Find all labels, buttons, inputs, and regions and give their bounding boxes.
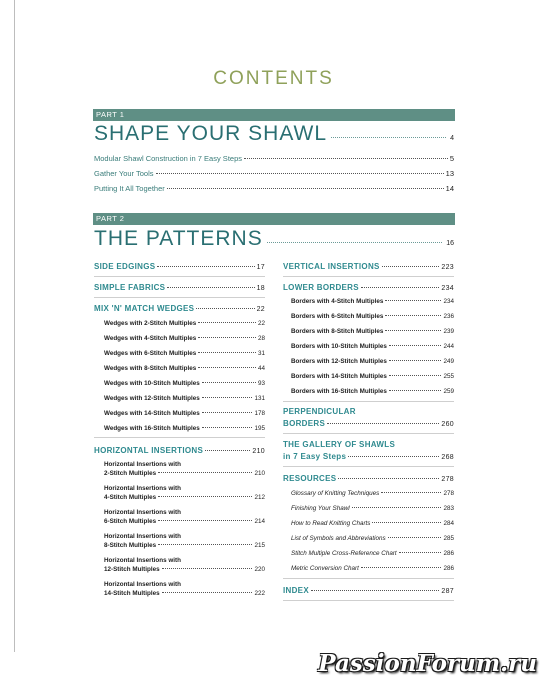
leader-dots: [158, 520, 252, 521]
leader-dots: [389, 345, 442, 346]
leader-dots: [158, 496, 252, 497]
subentry-title: Borders with 16-Stitch Multiples: [291, 388, 387, 395]
leader-dots: [361, 287, 440, 288]
subentry-line: Horizontal Insertions with: [104, 509, 181, 516]
page-number: 223: [441, 264, 454, 271]
toc-section-perpendicular[interactable]: [283, 419, 454, 428]
toc-subentry[interactable]: [291, 343, 454, 350]
subentry-title: Wedges with 14-Stitch Multiples: [104, 410, 200, 417]
page-number: 260: [441, 421, 454, 428]
subentry-title: Borders with 10-Stitch Multiples: [291, 343, 387, 350]
leader-dots: [157, 266, 254, 267]
toc-section-vertical[interactable]: [283, 262, 454, 271]
page-number: 16: [446, 240, 454, 247]
leader-dots: [382, 266, 440, 267]
toc-subentry[interactable]: [291, 298, 454, 305]
toc-subentry[interactable]: [104, 590, 265, 597]
toc-subentry[interactable]: [104, 335, 265, 342]
subentry-title: Wedges with 16-Stitch Multiples: [104, 425, 200, 432]
leader-dots: [198, 352, 256, 353]
page-number: 195: [254, 425, 265, 432]
subentry-title: Wedges with 2-Stitch Multiples: [104, 320, 197, 327]
toc-subentry[interactable]: [291, 388, 454, 395]
page-number: 13: [445, 169, 454, 178]
subentry-title: 14-Stitch Multiples: [104, 590, 160, 597]
section-title: in 7 Easy Steps: [283, 452, 347, 461]
subentry-line: Horizontal Insertions with: [104, 461, 181, 468]
section-divider: [283, 433, 454, 434]
page-number: 244: [443, 343, 454, 350]
section-title: VERTICAL INSERTIONS: [283, 262, 380, 271]
part-1-band: [93, 109, 455, 121]
page-number: 283: [443, 505, 454, 512]
toc-entry-title: Gather Your Tools: [94, 169, 154, 178]
leader-dots: [202, 382, 256, 383]
toc-entry[interactable]: [94, 184, 454, 193]
toc-subentry[interactable]: [291, 490, 454, 497]
page-number: 178: [254, 410, 265, 417]
toc-subentry[interactable]: [104, 566, 265, 573]
part-1-heading[interactable]: [94, 122, 454, 146]
leader-dots: [202, 412, 253, 413]
subentry-title: Borders with 14-Stitch Multiples: [291, 373, 387, 380]
toc-subentry[interactable]: [291, 550, 454, 557]
section-title: INDEX: [283, 586, 309, 595]
section-title: LOWER BORDERS: [283, 283, 359, 292]
page-number: 14: [445, 184, 454, 193]
section-divider: [283, 466, 454, 467]
leader-dots: [198, 337, 256, 338]
subentry-title: 12-Stitch Multiples: [104, 566, 160, 573]
page-number: 286: [443, 550, 454, 557]
subentry-title: Stitch Multiple Cross-Reference Chart: [291, 550, 397, 557]
subentry-title: 2-Stitch Multiples: [104, 470, 157, 477]
toc-entry[interactable]: [94, 169, 454, 178]
section-title-line: PERPENDICULAR: [283, 407, 356, 416]
page-number: 249: [443, 358, 454, 365]
section-divider: [94, 437, 265, 438]
leader-dots: [162, 568, 253, 569]
page-number: 236: [443, 313, 454, 320]
subentry-title: Borders with 8-Stitch Multiples: [291, 328, 384, 335]
leader-dots: [202, 427, 253, 428]
page-number: 131: [254, 395, 265, 402]
toc-subentry[interactable]: [104, 365, 265, 372]
leader-dots: [338, 478, 439, 479]
section-title-line: THE GALLERY OF SHAWLS: [283, 440, 396, 449]
section-title: HORIZONTAL INSERTIONS: [94, 446, 204, 455]
page-number: 17: [256, 264, 265, 271]
leader-dots: [361, 567, 442, 568]
page-number: 255: [443, 373, 454, 380]
leader-dots: [198, 367, 256, 368]
toc-subentry[interactable]: [291, 328, 454, 335]
toc-subentry[interactable]: [104, 320, 265, 327]
page-edge-rule: [14, 0, 15, 652]
toc-section-index[interactable]: [283, 586, 454, 595]
toc-subentry[interactable]: [291, 565, 454, 572]
leader-dots: [381, 492, 441, 493]
section-title: SIDE EDGINGS: [94, 262, 156, 271]
page-number: 287: [441, 588, 454, 595]
page-number: 285: [443, 535, 454, 542]
page-number: 22: [257, 320, 265, 327]
leader-dots: [198, 322, 256, 323]
page-number: 215: [254, 542, 265, 549]
subentry-title: Finishing Your Shawl: [291, 505, 350, 512]
subentry-title: Wedges with 4-Stitch Multiples: [104, 335, 197, 342]
section-title: BORDERS: [283, 419, 326, 428]
part-2-band: [93, 213, 455, 225]
leader-dots: [331, 137, 446, 138]
subentry-title: 6-Stitch Multiples: [104, 518, 157, 525]
part-1-label: PART 1: [96, 110, 125, 119]
section-title: MIX 'N' MATCH WEDGES: [94, 304, 195, 313]
subentry-title: Wedges with 10-Stitch Multiples: [104, 380, 200, 387]
part-2-heading[interactable]: [94, 227, 454, 251]
page-number: 4: [450, 135, 454, 142]
toc-section-horizontal[interactable]: [94, 446, 265, 455]
leader-dots: [158, 544, 252, 545]
page-number: 212: [254, 494, 265, 501]
watermark-logo: PassionForum.ru: [318, 650, 537, 677]
subentry-line: Horizontal Insertions with: [104, 581, 181, 588]
subentry-title: 4-Stitch Multiples: [104, 494, 157, 501]
leader-dots: [352, 507, 442, 508]
subentry-title: Metric Conversion Chart: [291, 565, 359, 572]
page-number: 284: [443, 520, 454, 527]
toc-subentry[interactable]: [291, 358, 454, 365]
part-2-heading-text: THE PATTERNS: [94, 227, 263, 250]
page-number: 22: [256, 306, 265, 313]
page-number: 44: [257, 365, 265, 372]
subentry-line: Horizontal Insertions with: [104, 557, 181, 564]
toc-subentry[interactable]: [291, 373, 454, 380]
leader-dots: [385, 300, 441, 301]
toc-subentry[interactable]: [291, 313, 454, 320]
page-number: 268: [441, 454, 454, 461]
leader-dots: [389, 375, 442, 376]
toc-subentry[interactable]: [104, 380, 265, 387]
toc-subentry[interactable]: [104, 410, 265, 417]
subentry-title: Wedges with 6-Stitch Multiples: [104, 350, 197, 357]
part-1-heading-text: SHAPE YOUR SHAWL: [94, 122, 328, 145]
leader-dots: [196, 308, 254, 309]
leader-dots: [385, 315, 441, 316]
toc-subentry[interactable]: [104, 470, 265, 477]
subentry-title: Borders with 6-Stitch Multiples: [291, 313, 384, 320]
toc-section-gallery[interactable]: [283, 452, 454, 461]
leader-dots: [389, 360, 442, 361]
leader-dots: [167, 287, 254, 288]
page-number: 222: [254, 590, 265, 597]
toc-subentry[interactable]: [291, 505, 454, 512]
toc-subentry[interactable]: [291, 520, 454, 527]
toc-entry-title: Modular Shawl Construction in 7 Easy Steps: [94, 154, 242, 163]
page-number: 220: [254, 566, 265, 573]
page-number: 278: [441, 476, 454, 483]
leader-dots: [158, 472, 252, 473]
leader-dots: [162, 592, 253, 593]
toc-subentry[interactable]: [104, 395, 265, 402]
toc-section-side-edgings[interactable]: [94, 262, 265, 271]
page-number: 28: [257, 335, 265, 342]
section-divider: [283, 578, 454, 579]
toc-entry[interactable]: [94, 154, 454, 163]
page-number: 234: [441, 285, 454, 292]
leader-dots: [388, 537, 442, 538]
section-title: SIMPLE FABRICS: [94, 283, 166, 292]
section-divider: [283, 276, 454, 277]
page-number: 31: [257, 350, 265, 357]
toc-section-lower-borders[interactable]: [283, 283, 454, 292]
toc-section-wedges[interactable]: [94, 304, 265, 313]
page-number: 93: [257, 380, 265, 387]
toc-section-resources[interactable]: [283, 474, 454, 483]
toc-entry-title: Putting It All Together: [94, 184, 165, 193]
section-title: RESOURCES: [283, 474, 337, 483]
page-number: 214: [254, 518, 265, 525]
page-number: 5: [449, 154, 454, 163]
toc-subentry[interactable]: [291, 535, 454, 542]
leader-dots: [385, 330, 441, 331]
subentry-title: Borders with 12-Stitch Multiples: [291, 358, 387, 365]
section-divider: [283, 600, 454, 601]
subentry-title: 8-Stitch Multiples: [104, 542, 157, 549]
page-number: 234: [443, 298, 454, 305]
toc-subentry[interactable]: [104, 494, 265, 501]
toc-subentry[interactable]: [104, 542, 265, 549]
subentry-title: Wedges with 12-Stitch Multiples: [104, 395, 200, 402]
section-divider: [283, 401, 454, 402]
leader-dots: [327, 423, 439, 424]
page-number: 18: [256, 285, 265, 292]
page-number: 210: [252, 448, 265, 455]
leader-dots: [399, 552, 442, 553]
page-number: 259: [443, 388, 454, 395]
leader-dots: [205, 450, 250, 451]
leader-dots: [167, 188, 444, 189]
subentry-title: List of Symbols and Abbreviations: [291, 535, 386, 542]
leader-dots: [202, 397, 253, 398]
subentry-line: Horizontal Insertions with: [104, 533, 181, 540]
subentry-title: Wedges with 8-Stitch Multiples: [104, 365, 197, 372]
leader-dots: [244, 158, 448, 159]
subentry-title: Glossary of Knitting Techniques: [291, 490, 380, 497]
page-number: 286: [443, 565, 454, 572]
leader-dots: [156, 173, 444, 174]
leader-dots: [348, 456, 439, 457]
part-2-label: PART 2: [96, 214, 125, 223]
page-number: 210: [254, 470, 265, 477]
leader-dots: [389, 390, 442, 391]
toc-subentry[interactable]: [104, 518, 265, 525]
subentry-title: How to Read Knitting Charts: [291, 520, 371, 527]
leader-dots: [267, 242, 442, 243]
page-number: 278: [443, 490, 454, 497]
toc-section-simple-fabrics[interactable]: [94, 283, 265, 292]
subentry-line: Horizontal Insertions with: [104, 485, 181, 492]
toc-subentry[interactable]: [104, 425, 265, 432]
leader-dots: [372, 522, 441, 523]
subentry-title: Borders with 4-Stitch Multiples: [291, 298, 384, 305]
section-divider: [94, 276, 265, 277]
section-divider: [94, 297, 265, 298]
leader-dots: [311, 590, 439, 591]
page-title: CONTENTS: [213, 68, 334, 89]
toc-subentry[interactable]: [104, 350, 265, 357]
page-number: 239: [443, 328, 454, 335]
